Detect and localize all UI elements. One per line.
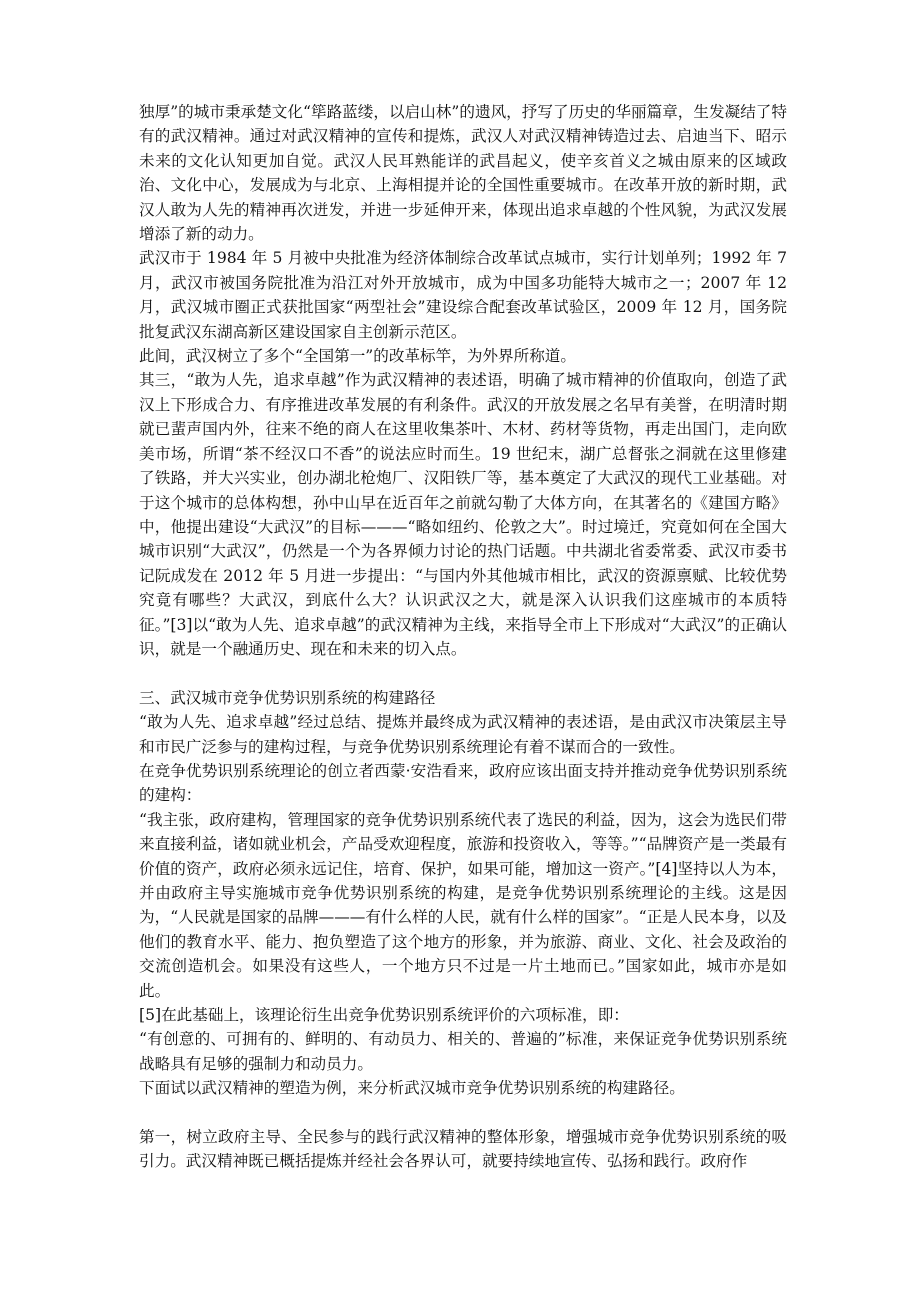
paragraph: “敢为人先、追求卓越”经过总结、提炼并最终成为武汉精神的表述语，是由武汉市决策层主导和市民广泛参与的建构过程，与竞争优势识别系统理论有着不谋而合的一致性。 [139,713,787,756]
paragraph: 此间，武汉树立了多个“全国第一”的改革标竿，为外界所称道。 [139,347,576,366]
blank-line [139,661,787,685]
paragraph: 在竞争优势识别系统理论的创立者西蒙·安浩看来，政府应该出面支持并推动竞争优势识别系统的建构： [139,761,787,805]
paragraph: 第一，树立政府主导、全民参与的践行武汉精神的整体形象，增强城市竞争优势识别系统的吸引力。武汉精神既已概括提炼并经社会各界认可，就要持续地宣传、弘扬和践行。政府作 [139,1128,787,1171]
paragraph: 独厚”的城市秉承楚文化“筚路蓝缕，以启山林”的遗风，抒写了历史的华丽篇章，生发凝结了特有的武汉精神。通过对武汉精神的宣传和提炼，武汉人对武汉精神铸造过去、启迪当下、昭示未来的文化认知更加自觉。武汉人民耳熟能详的武昌起义，使辛亥首义之城由原来的区域政治、文化中心，发展成为与北京、上海相提并论的全国性重要城市。在改革开放的新时期，武汉人敢为人先的精神再次迸发，并进一步延伸开来，体现出追求卓越的个性风貌，为武汉发展增添了新的动力。 [139,103,787,244]
paragraph: 下面试以武汉精神的塑造为例，来分析武汉城市竞争优势识别系统的构建路径。 [139,1079,685,1098]
blank-line [139,1101,787,1125]
paragraph: “有创意的、可拥有的、鲜明的、有动员力、相关的、普遍的”标准，来保证竞争优势识别系统战略具有足够的强制力和动员力。 [139,1030,787,1073]
paragraph: 武汉市于 1984 年 5 月被中央批准为经济体制综合改革试点城市，实行计划单列；1992 年 7 月，武汉市被国务院批准为沿江对外开放城市，成为中国多功能特大城市之一；2007 年 12 月，武汉城市圈正式获批国家“两型社会”建设综合配套改革试验区，2009 年 12 月，国务院批复武汉东湖高新区建设国家自主创新示范区。 [139,249,787,341]
section-heading: 三、武汉城市竞争优势识别系统的构建路径 [139,688,436,707]
paragraph: 其三，“敢为人先，追求卓越”作为武汉精神的表述语，明确了城市精神的价值取向，创造了武汉上下形成合力、有序推进改革发展的有利条件。武汉的开放发展之名早有美誉，在明清时期就已蜚声国内外，往来不绝的商人在这里收集茶叶、木材、药材等货物，再走出国门，走向欧美市场，所谓“茶不经汉口不香”的说法应时而生。19 世纪末，湖广总督张之洞就在这里修建了铁路，并大兴实业，创办湖北枪炮厂、汉阳铁厂等，基本奠定了大武汉的现代工业基础。对于这个城市的总体构想，孙中山早在近百年之前就勾勒了大体方向，在其著名的《建国方略》中，他提出建设“大武汉”的目标———“略如纽约、伦敦之大”。时过境迁，究竟如何在全国大城市识别“大武汉”，仍然是一个为各界倾力讨论的热门话题。中共湖北省委常委、武汉市委书记阮成发在 2012 年 5 月进一步提出：“与国内外其他城市相比，武汉的资源禀赋、比较优势究竟有哪些？大武汉，到底什么大？认识武汉之大，就是深入认识我们这座城市的本质特征。”[3]以“敢为人先、追求卓越”的武汉精神为主线，来指导全市上下形成对“大武汉”的正确认识，就是一个融通历史、现在和未来的切入点。 [139,371,787,658]
quote-paragraph: “我主张，政府建构，管理国家的竞争优势识别系统代表了选民的利益，因为，这会为选民们带来直接利益，诸如就业机会，产品受欢迎程度，旅游和投资收入，等等。”“品牌资产是一类最有价值的资产，政府必须永远记住，培育、保护，如果可能，增加这一资产。”[4]坚持以人为本，并由政府主导实施城市竞争优势识别系统的构建，是竞争优势识别系统理论的主线。这是因为，“人民就是国家的品牌———有什么样的人民，就有什么样的国家”。“正是人民本身，以及他们的教育水平、能力、抱负塑造了这个地方的形象，并为旅游、商业、文化、社会及政治的交流创造机会。如果没有这些人，一个地方只不过是一片土地而已。”国家如此，城市亦是如此。 [139,810,787,1000]
document-body [139,100,787,1174]
paragraph: [5]在此基础上，该理论衍生出竞争优势识别系统评价的六项标准，即： [139,1006,629,1025]
